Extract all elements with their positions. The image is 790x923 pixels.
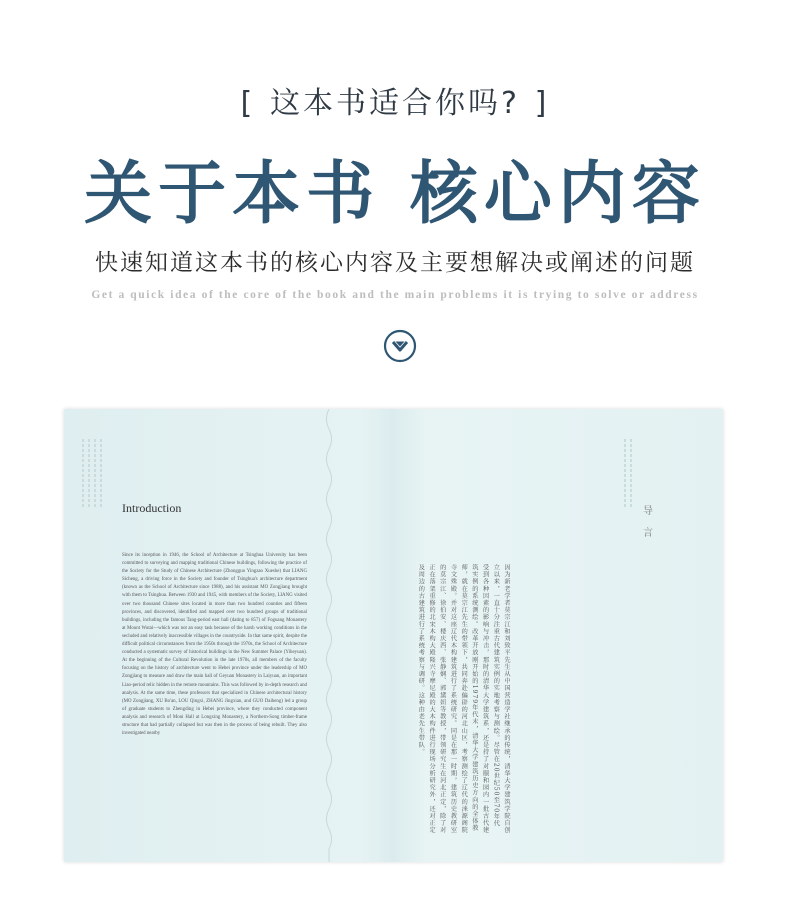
chinese-body-vertical: 因为新老学者莫宗江和刘致平先生从中国营造学社继承的传统，清华大学建筑学院自创立以来，一直十分注重古代建筑实例的实地考察与测绘。尽管在20世纪50至70年代受到各种因素的影响与冲击，那时的清华大学建筑系，还是持了对颐和园内一批古代建筑实例的系统测绘。改革开放刚开始的1979年代末，清华大学建筑历史方向的全体教师，就在莫宗江先生的带领下，共同奔赴偏辟的河北山区，考察测绘了辽代的涞源阁院寺文殊殿。并对这座辽代木构建筑进行了系统研究。同是在那一时期，建筑历史教研室的莫宗江、徐伯安、楼庆西、张静娴、郭黛姮等教授，带领研究生在河北正定，除了对正在落架重修的北宋木构大殿隆兴寺摩尼殿的大木构件进行现场分析研究外，还对正定及周边的古建筑进行了系统考察与调研。这种由老先生带队。 — [417, 564, 510, 834]
faint-margin-text — [624, 439, 626, 509]
question-heading — [0, 78, 790, 122]
bracket-right: ] — [532, 86, 554, 121]
introduction-body: Since its inception in 1946, the School of Architecture at Tsinghua University has been committed to surveying and mapping traditional Chinese buildings, following the practice of the Society for the Study of Chinese Architecture (Zhongguo Yingzao Xueshe) that LIANG Sicheng, a driving force in the Society and founder of Tsinghua's architecture department (known as the School of Architecture since 1988), and his assistant MO Zongjiang brought with them to Tsinghua. Between 1930 and 1945, with members of the Society, LIANG visited over two thousand Chinese sites located in more than two hundred counties and fifteen provinces, and discovered, identified and mapped over two hundred groups of traditional buildings, including the famous Tang-period east hall (dating to 857) of Foguang Monastery at Mount Wutai—which was not an easy task because of the harsh working conditions in the secluded and relatively inaccessible villages in the countryside. In that same spirit, despite the difficult political circumstances from the 1950s through the 1970s, the School of Architecture conducted a systematic survey of historical buildings in the New Summer Palace (Yiheyuan). At the beginning of the Cultural Revolution in the late 1970s, all members of the faculty focusing on the history of architecture went to Hebei province under the leadership of MO Zongjiang to measure and draw the main hall of Geyuan Monastery in Laiyuan, an important Liao-period relic hidden in the remote mountains. This was followed by in-depth research and analysis. At the same time, these professors that specialized in Chinese architectural history (MO Zongjiang, XU Bo'an, LOU Qingxi, ZHANG Jingxian, and GUO Daiheng) led a group of graduate students to Zhengding in Hebei province, where they conducted component analysis and research of Moni Hall at Longxing Monastery, a Northern-Song timber-frame structure that had partially collapsed but was then in the process of being rebuilt. They also investigated nearby — [122, 553, 307, 737]
introduction-heading: Introduction — [122, 501, 182, 515]
chevron-down-circle-icon — [383, 329, 417, 363]
subtitle-english: Get a quick idea of the core of the book and the main problems it is trying to solve or address — [91, 289, 699, 301]
faint-margin-text — [88, 439, 90, 509]
faint-margin-text — [94, 439, 96, 509]
faint-margin-text — [100, 439, 102, 509]
faint-margin-text — [82, 439, 84, 509]
page-fold — [322, 409, 336, 862]
subtitle-chinese: 快速知道这本书的核心内容及主要想解决或阐述的问题 — [95, 250, 695, 276]
guide-heading: 导言 — [643, 506, 653, 539]
question-text: 这本书适合你吗? — [270, 86, 520, 121]
book-spread-photo — [64, 409, 723, 862]
main-title: 关于本书 核心内容 — [84, 154, 706, 234]
faint-margin-text — [630, 439, 632, 509]
bracket-left: [ — [236, 86, 258, 121]
